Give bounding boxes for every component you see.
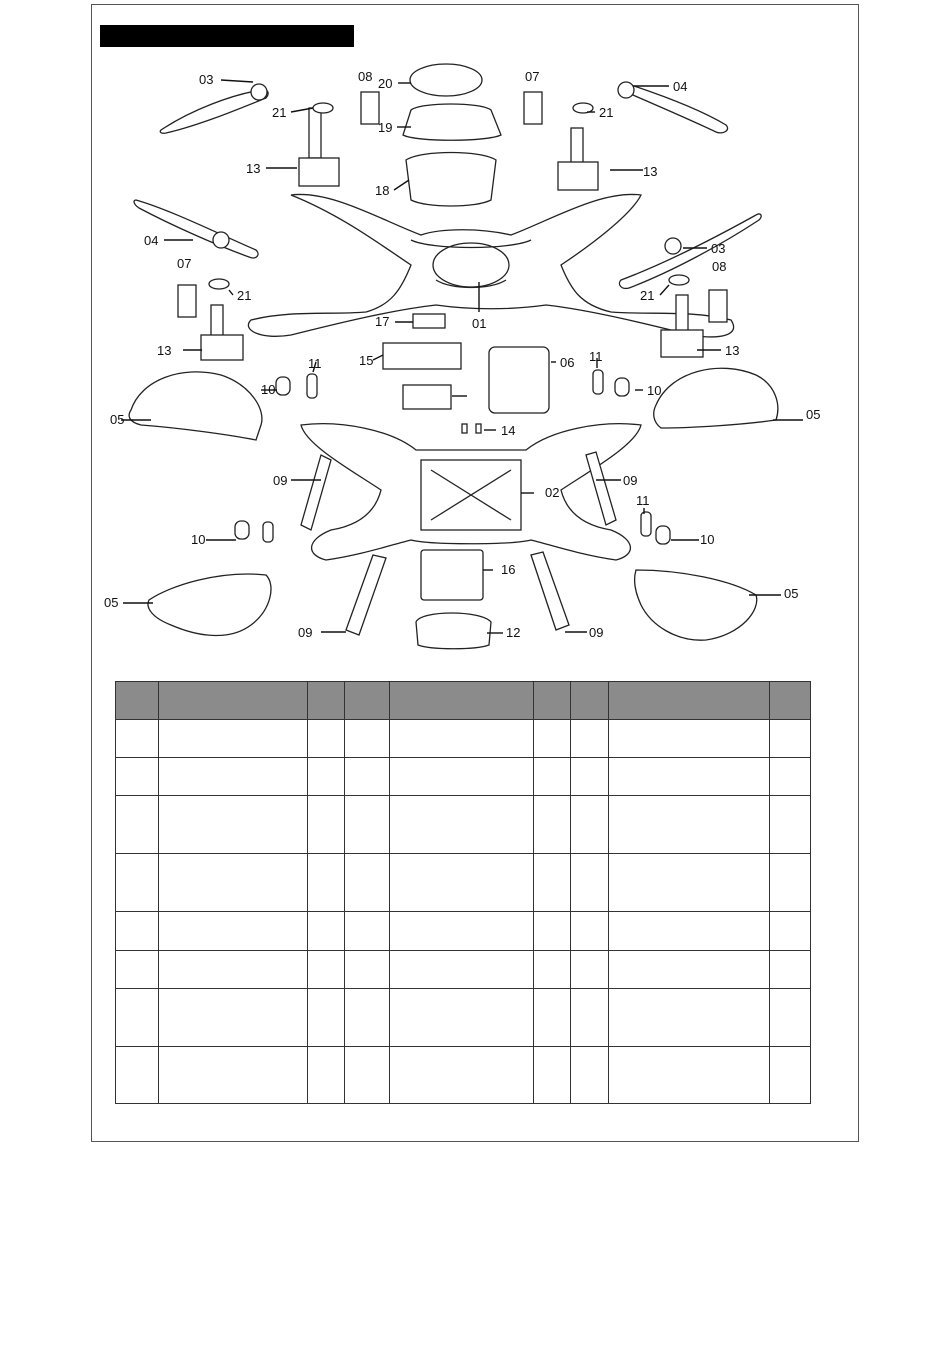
callout-21-b: 21 xyxy=(599,105,614,120)
table-header-cell xyxy=(390,682,534,720)
table-cell xyxy=(308,1046,345,1103)
callout-09-b: 09 xyxy=(623,473,638,488)
callout-06: 06 xyxy=(560,355,575,370)
bottom-shell-02 xyxy=(301,424,641,560)
motor-mount-13-mid-left xyxy=(201,305,243,360)
table-cell xyxy=(159,912,308,950)
table-cell xyxy=(390,720,534,758)
callout-02: 02 xyxy=(545,485,560,500)
table-cell xyxy=(609,950,770,988)
table-cell xyxy=(345,912,390,950)
motor-07-top xyxy=(524,92,542,124)
table-cell xyxy=(534,720,571,758)
table-cell xyxy=(534,1046,571,1103)
table-cell xyxy=(534,854,571,912)
cap-21-d xyxy=(669,275,689,285)
callout-17: 17 xyxy=(375,314,390,329)
table-cell xyxy=(116,912,159,950)
table-cell xyxy=(609,1046,770,1103)
table-cell xyxy=(308,854,345,912)
table-cell xyxy=(534,758,571,796)
table-row xyxy=(116,950,811,988)
foot-10-c xyxy=(235,521,249,539)
table-row xyxy=(116,854,811,912)
table-cell xyxy=(571,1046,609,1103)
table-cell xyxy=(345,796,390,854)
prop-hub-top-left xyxy=(251,84,267,100)
table-header-cell xyxy=(345,682,390,720)
callout-05-d: 05 xyxy=(784,586,799,601)
title-bar xyxy=(100,25,354,47)
callout-05-a: 05 xyxy=(110,412,125,427)
motor-08-top xyxy=(361,92,379,124)
foot-10-d xyxy=(656,526,670,544)
table-cell xyxy=(308,988,345,1046)
motor-mount-13-top-left xyxy=(299,108,339,186)
table-header-cell xyxy=(609,682,770,720)
camera-12 xyxy=(416,613,491,649)
table-cell xyxy=(609,854,770,912)
table-cell xyxy=(345,720,390,758)
callout-10-b: 10 xyxy=(647,383,662,398)
table-row xyxy=(116,720,811,758)
table-cell xyxy=(609,912,770,950)
table-cell xyxy=(116,950,159,988)
callout-03-a: 03 xyxy=(199,72,214,87)
prop-hub-top-right xyxy=(618,82,634,98)
table-cell xyxy=(770,796,811,854)
table-row xyxy=(116,758,811,796)
callout-16: 16 xyxy=(501,562,516,577)
table-cell xyxy=(159,988,308,1046)
table-cell xyxy=(571,988,609,1046)
cap-21-a xyxy=(313,103,333,113)
motor-07-left xyxy=(178,285,196,317)
foot-10-a xyxy=(276,377,290,395)
callout-21-c: 21 xyxy=(237,288,252,303)
table-cell xyxy=(390,758,534,796)
table-row xyxy=(116,796,811,854)
table-header-cell xyxy=(770,682,811,720)
table-cell xyxy=(571,950,609,988)
table-cell xyxy=(345,854,390,912)
table-cell xyxy=(534,796,571,854)
callout-20: 20 xyxy=(378,76,393,91)
motor-08-right xyxy=(709,290,727,322)
table-cell xyxy=(571,720,609,758)
table-cell xyxy=(116,988,159,1046)
table-cell xyxy=(390,1046,534,1103)
table-cell xyxy=(159,1046,308,1103)
guard-05-d xyxy=(635,570,757,640)
table-cell xyxy=(609,758,770,796)
table-cell xyxy=(390,854,534,912)
callout-13-c: 13 xyxy=(157,343,172,358)
table-cell xyxy=(116,758,159,796)
callout-03-b: 03 xyxy=(711,241,726,256)
motor-mount-13-top-right xyxy=(558,128,598,190)
table-cell xyxy=(116,1046,159,1103)
prop-hub-mid-right xyxy=(665,238,681,254)
foot-10-b xyxy=(615,378,629,396)
table-cell xyxy=(345,1046,390,1103)
clips-14 xyxy=(462,424,481,433)
table-cell xyxy=(770,854,811,912)
leg-09-d xyxy=(531,552,569,630)
table-cell xyxy=(390,988,534,1046)
table-cell xyxy=(390,796,534,854)
callout-09-d: 09 xyxy=(589,625,604,640)
callout-21-a: 21 xyxy=(272,105,287,120)
module-unlabeled xyxy=(403,385,451,409)
table-row xyxy=(116,988,811,1046)
callout-09-a: 09 xyxy=(273,473,288,488)
table-cell xyxy=(609,720,770,758)
callout-11-a: 11 xyxy=(308,356,322,371)
guard-05-c xyxy=(148,574,271,635)
table-cell xyxy=(308,758,345,796)
table-cell xyxy=(770,1046,811,1103)
table-cell xyxy=(390,950,534,988)
table-cell xyxy=(308,950,345,988)
prop-hub-mid-left xyxy=(213,232,229,248)
table-cell xyxy=(534,988,571,1046)
table-cell xyxy=(159,854,308,912)
table-cell xyxy=(770,912,811,950)
table-cell xyxy=(770,758,811,796)
table-cell xyxy=(345,758,390,796)
table-cell xyxy=(308,720,345,758)
callout-09-c: 09 xyxy=(298,625,313,640)
housing-18 xyxy=(406,153,496,207)
propeller-04-mid-left xyxy=(134,200,258,258)
table-cell xyxy=(571,796,609,854)
cap-21-c xyxy=(209,279,229,289)
leg-09-a xyxy=(301,455,331,530)
foot-11-c xyxy=(263,522,273,542)
table-cell xyxy=(609,796,770,854)
table-cell xyxy=(534,950,571,988)
callout-05-b: 05 xyxy=(806,407,821,422)
table-header-cell xyxy=(308,682,345,720)
table-cell xyxy=(571,854,609,912)
callout-11-b: 11 xyxy=(589,349,603,364)
table-cell xyxy=(159,796,308,854)
table-cell xyxy=(571,912,609,950)
plate-15 xyxy=(383,343,461,369)
table-cell xyxy=(159,950,308,988)
callout-13-a: 13 xyxy=(246,161,261,176)
foot-11-d xyxy=(641,512,651,536)
battery-06 xyxy=(489,347,549,413)
callout-10-d: 10 xyxy=(700,532,715,547)
table-header-cell xyxy=(159,682,308,720)
propeller-03-mid-right xyxy=(619,214,761,288)
callout-12: 12 xyxy=(506,625,521,640)
parts-table xyxy=(115,681,811,1104)
bracket-16 xyxy=(421,550,483,600)
exploded-view-diagram xyxy=(91,50,859,650)
callout-04-b: 04 xyxy=(144,233,159,248)
table-cell xyxy=(308,796,345,854)
callout-04-a: 04 xyxy=(673,79,688,94)
table-cell xyxy=(159,720,308,758)
table-cell xyxy=(534,912,571,950)
callout-10-a: 10 xyxy=(261,382,276,397)
foot-11-a xyxy=(307,374,317,398)
table-row xyxy=(116,912,811,950)
callout-15: 15 xyxy=(359,353,374,368)
table-cell xyxy=(345,950,390,988)
callout-13-b: 13 xyxy=(643,164,658,179)
callout-19: 19 xyxy=(378,120,393,135)
callout-08-b: 08 xyxy=(712,259,727,274)
table-cell xyxy=(116,796,159,854)
table-cell xyxy=(770,988,811,1046)
callout-07-a: 07 xyxy=(525,69,540,84)
callout-18: 18 xyxy=(375,183,390,198)
table-cell xyxy=(609,988,770,1046)
table-header-cell xyxy=(116,682,159,720)
table-cell xyxy=(390,912,534,950)
callout-01: 01 xyxy=(472,316,487,331)
callout-11-c: 11 xyxy=(636,493,650,508)
table-row xyxy=(116,1046,811,1103)
table-cell xyxy=(770,950,811,988)
table-cell xyxy=(571,758,609,796)
guard-05-a xyxy=(129,372,262,440)
table-cell xyxy=(116,720,159,758)
callout-21-d: 21 xyxy=(640,288,655,303)
table-cell xyxy=(770,720,811,758)
ring-19 xyxy=(403,104,501,140)
callout-14: 14 xyxy=(501,423,516,438)
foot-11-b xyxy=(593,370,603,394)
guard-05-b xyxy=(654,368,778,428)
table-header-row xyxy=(116,682,811,720)
table-cell xyxy=(345,988,390,1046)
callout-05-c: 05 xyxy=(104,595,119,610)
callout-10-c: 10 xyxy=(191,532,206,547)
callout-07-b: 07 xyxy=(177,256,192,271)
cover-20 xyxy=(410,64,482,96)
table-header-cell xyxy=(571,682,609,720)
table-header-cell xyxy=(534,682,571,720)
table-cell xyxy=(308,912,345,950)
board-17 xyxy=(413,314,445,328)
leg-09-c xyxy=(346,555,386,635)
callout-13-d: 13 xyxy=(725,343,740,358)
table-cell xyxy=(159,758,308,796)
table-cell xyxy=(116,854,159,912)
callout-08-a: 08 xyxy=(358,69,373,84)
